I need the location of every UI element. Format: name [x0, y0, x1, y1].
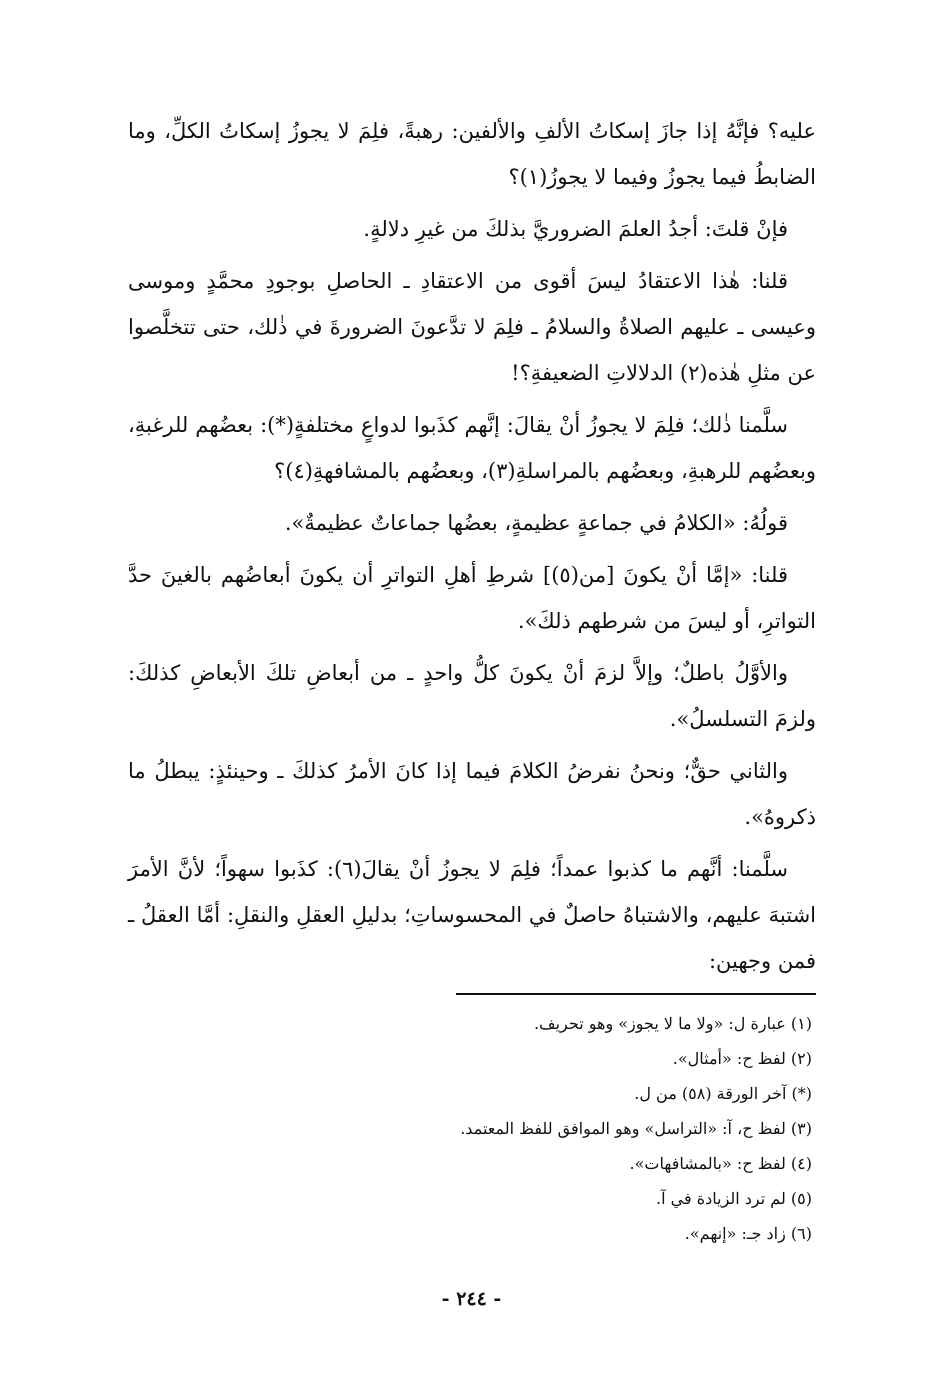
paragraph-4: سلَّمنا ذٰلك؛ فلِمَ لا يجوزُ أنْ يقالَ: إنَّهم كذَبوا لدواعٍ مختلفةٍ(*): بعضُهم للرغبةِ، وبعضُهم للرهبةِ، وبعضُهم بالمراسلةِ(٣)، وبعضُهم بالمشافهةِ(٤)؟ — [128, 413, 816, 483]
paragraph-2: فإنْ قلتَ: أجدُ العلمَ الضروريَّ بذلكَ من غيرِ دلالةٍ. — [363, 217, 788, 241]
footnote-1: (١) عبارة ل: «ولا ما لا يجوز» وهو تحريف. — [533, 1014, 812, 1033]
paragraph-6: قلنا: «إمَّا أنْ يكونَ [من(٥)] شرطِ أهلِ التواترِ أن يكونَ أبعاضُهم بالغينَ حدَّ التواترِ، أو ليسَ من شرطهم ذلكَ». — [128, 563, 816, 633]
footnote-divider — [456, 993, 816, 995]
footnote-6: (٦) زاد جـ: «إنهم». — [684, 1224, 812, 1243]
footnote-2: (٢) لفظ ح: «أمثال». — [672, 1049, 812, 1068]
page-number: - ٢٤٤ - — [441, 1288, 502, 1310]
paragraph-1: عليه؟ فإنَّهُ إذا جازَ إسكاتُ الألفِ والألفين: رهبةً، فلِمَ لا يجوزُ إسكاتُ الكلِّ، وما الضابطُ فيما يجوزُ وفيما لا يجوزُ(١)؟ — [128, 119, 816, 189]
main-text — [128, 108, 816, 990]
paragraph-3: قلنا: هٰذا الاعتقادُ ليسَ أقوى من الاعتقادِ ـ الحاصلِ بوجودِ محمَّدٍ وموسى وعيسى ـ عليهم الصلاةُ والسلامُ ـ فلِمَ لا تدَّعونَ الضرورةَ في ذٰلك، حتى تتخلَّصوا عن مثلِ هٰذه(٢) الدلالاتِ الضعيفةِ؟! — [128, 269, 816, 385]
paragraph-8: والثاني حقٌّ؛ ونحنُ نفرضُ الكلامَ فيما إذا كانَ الأمرُ كذلكَ ـ وحينئذٍ: يبطلُ ما ذكروهُ». — [128, 759, 816, 829]
footnote-4: (٤) لفظ ح: «بالمشافهات». — [629, 1154, 812, 1173]
paragraph-7: والأوَّلُ باطلٌ؛ وإلاَّ لزمَ أنْ يكونَ كلُّ واحدٍ ـ من أبعاضِ تلكَ الأبعاضِ كذلكَ: ولزمَ التسلسلُ». — [128, 661, 816, 731]
footnotes — [128, 1006, 816, 1251]
footnote-5: (٥) لم ترد الزيادة في آ. — [656, 1189, 812, 1208]
paragraph-9: سلَّمنا: أنَّهم ما كذبوا عمداً؛ فلِمَ لا يجوزُ أنْ يقالَ(٦): كذَبوا سهواً؛ لأنَّ الأمرَ اشتبهَ عليهم، والاشتباهُ حاصلٌ في المحسوساتِ؛ بدليلِ العقلِ والنقلِ: أمَّا العقلُ ـ فمن وجهين: — [128, 857, 816, 973]
footnote-star: (*) آخر الورقة (٥٨) من ل. — [634, 1084, 812, 1103]
paragraph-5: قولُهُ: «الكلامُ في جماعةٍ عظيمةٍ، بعضُها جماعاتٌ عظيمةٌ». — [284, 511, 788, 535]
footnote-3: (٣) لفظ ح، آ: «التراسل» وهو الموافق للفظ المعتمد. — [460, 1119, 812, 1138]
